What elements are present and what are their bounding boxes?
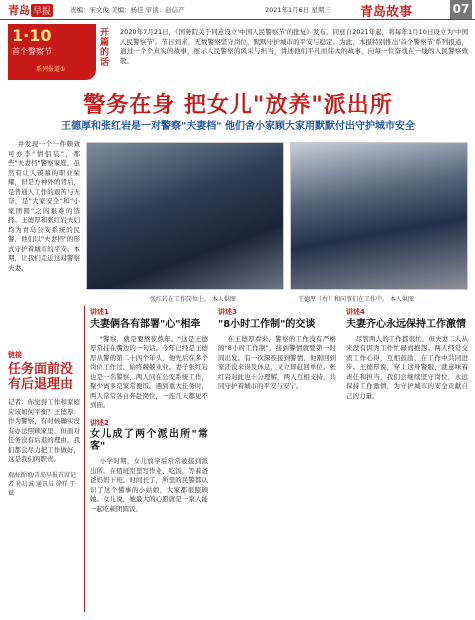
opening-words-text: 2020年7月21日，《国务院关于同意设立'中国人民警察节'的批复》发布，同意自2021年起，将每年1月10日设立为'中国人民警察节'。节日到来，无数警察坚守岗位，默默守护城市的平安与稳定。为此，本报特别推出'首个警察节'系列报道，通过一个个真实的故事，展示人民警察的风采与担当，讲述他们平凡而伟大的故事，向每一位奋战在一线的人民警察致敬。 xyxy=(120,28,468,65)
page-number: 07 xyxy=(450,0,472,19)
badge-date: 1·10 xyxy=(12,26,52,45)
section-3-tag: 讲述3 xyxy=(218,308,237,316)
section-1-body: "警察，就是要熬夜熬年。"这是王德厚常挂在嘴边的一句话。今年已经是王德厚从警的第二十四个年头，他先后在多个岗位工作过，始终兢兢业业。妻子张红岩也是一名警察，两人同在公安系统工作，聚少离多是家常便饭。遇到重大任务时，两人常常各自奔赴岗位，一连几天都见不到面。 xyxy=(90,334,208,409)
lead-paragraph: 并发现一个一件颇效可亦李"情侣装"，那些"夫妻档"警察家庭，虽然有让人羡慕的职业荣耀，但是方神外的背后，是普通人工作的艰苦与无奈，是"大家安全"和"小家团圆"之间艰难的选择。王德厚和张红岩夫妇均为青岛公安系统的民警，他们以"夫妻档"的形式守护着城市的平安。本期，让我们走近这对警察夫妻。 xyxy=(8,140,80,272)
opening-words-title: 开篇的话 xyxy=(100,28,110,68)
photo2-caption: 王德厚（右）和同事们在工作中。 本人供图 xyxy=(298,296,414,303)
main-headline: 警务在身 把女儿"放养"派出所 xyxy=(83,92,393,118)
section-3-title: "8小时工作制"的交谈 xyxy=(218,318,316,330)
side-title: 任务面前没有后退理由 xyxy=(8,362,74,392)
editor-credits: 责编：宋文俊 美编：杨佳 审读：赵信产 xyxy=(70,6,185,14)
section-4-tag: 讲述4 xyxy=(346,308,365,316)
section-2-body: 小学时期，女儿放学后常常被接到派出所。在值班室里写作业、吃饭，等着爸爸妈妈下班。时间长了，所里的民警都认识了这个懂事的小姑娘，大家都很照顾她。女儿说，她最大的心愿就是一家人能一起吃顿团圆饭。 xyxy=(90,457,208,513)
section-2-title: 女儿成了两个派出所"常客" xyxy=(90,429,208,452)
section-4-title: 夫妻齐心永远保持工作激情 xyxy=(346,318,466,330)
section-2-tag: 讲述2 xyxy=(90,418,109,427)
section-3 xyxy=(218,308,336,608)
lead-column xyxy=(8,140,80,273)
photo1-caption: 张红岩在工作岗位上。 本人供图 xyxy=(150,296,236,303)
photo-wang-dehou xyxy=(290,142,468,290)
section-title: 青岛故事 xyxy=(360,5,413,20)
section-1-title: 夫妻俩各有部署"心"相牵 xyxy=(90,318,201,330)
page-header xyxy=(0,0,475,20)
section-1 xyxy=(90,308,208,608)
side-body: 记者：你觉得工作和家庭应该如何平衡？王德厚：作为警察，有时候确实没有办法照顾家里，但面对任务没有后退的理由。我们都会尽力把工作做好，这是我们的职责。 xyxy=(8,398,80,463)
sub-headline: 王德厚和张红岩是一对警察"夫妻档" 他们舍小家顾大家用默默付出守护城市安全 xyxy=(61,121,415,132)
section-3-body: 在王德厚看来，警察的工作没有严格的"8小时工作制"，接到警情就要第一时间出发。有一次深夜接到警情，他刚回到家还没来得及休息，又立即赶回单位。张红岩对此也十分理解，两人互相支持，共同守护着城市的平安与安宁。 xyxy=(218,334,336,390)
section-4 xyxy=(346,308,468,608)
newspaper-logo: 青岛 早报 xyxy=(8,4,52,17)
side-tag: 链接 xyxy=(8,351,22,359)
reporter-credit: 观海新闻/青岛早报首席记者 孙启诚 通讯员 徐祥 王斌 xyxy=(8,471,77,497)
badge-series: 系列报道① xyxy=(36,66,66,73)
side-block xyxy=(8,350,80,498)
police-day-badge xyxy=(8,24,96,80)
photo-zhang-hongyan xyxy=(86,142,284,290)
badge-subtitle: 首个警察节 xyxy=(12,47,52,56)
column-divider xyxy=(84,306,85,612)
issue-date: 2021年1月6日 星期三 xyxy=(265,6,331,14)
section-1-tag: 讲述1 xyxy=(90,308,109,316)
section-4-body: 尽管两人的工作都很忙，但夫妻二人从来没有因为工作忙碌而抱怨。两人经常交流工作心得，互相鼓励，在工作中共同进步。王德厚说，穿上这身警服，就意味着责任和担当，我们会继续坚守岗位，永远保持工作激情，为守护城市的安全贡献自己的力量。 xyxy=(346,334,468,400)
